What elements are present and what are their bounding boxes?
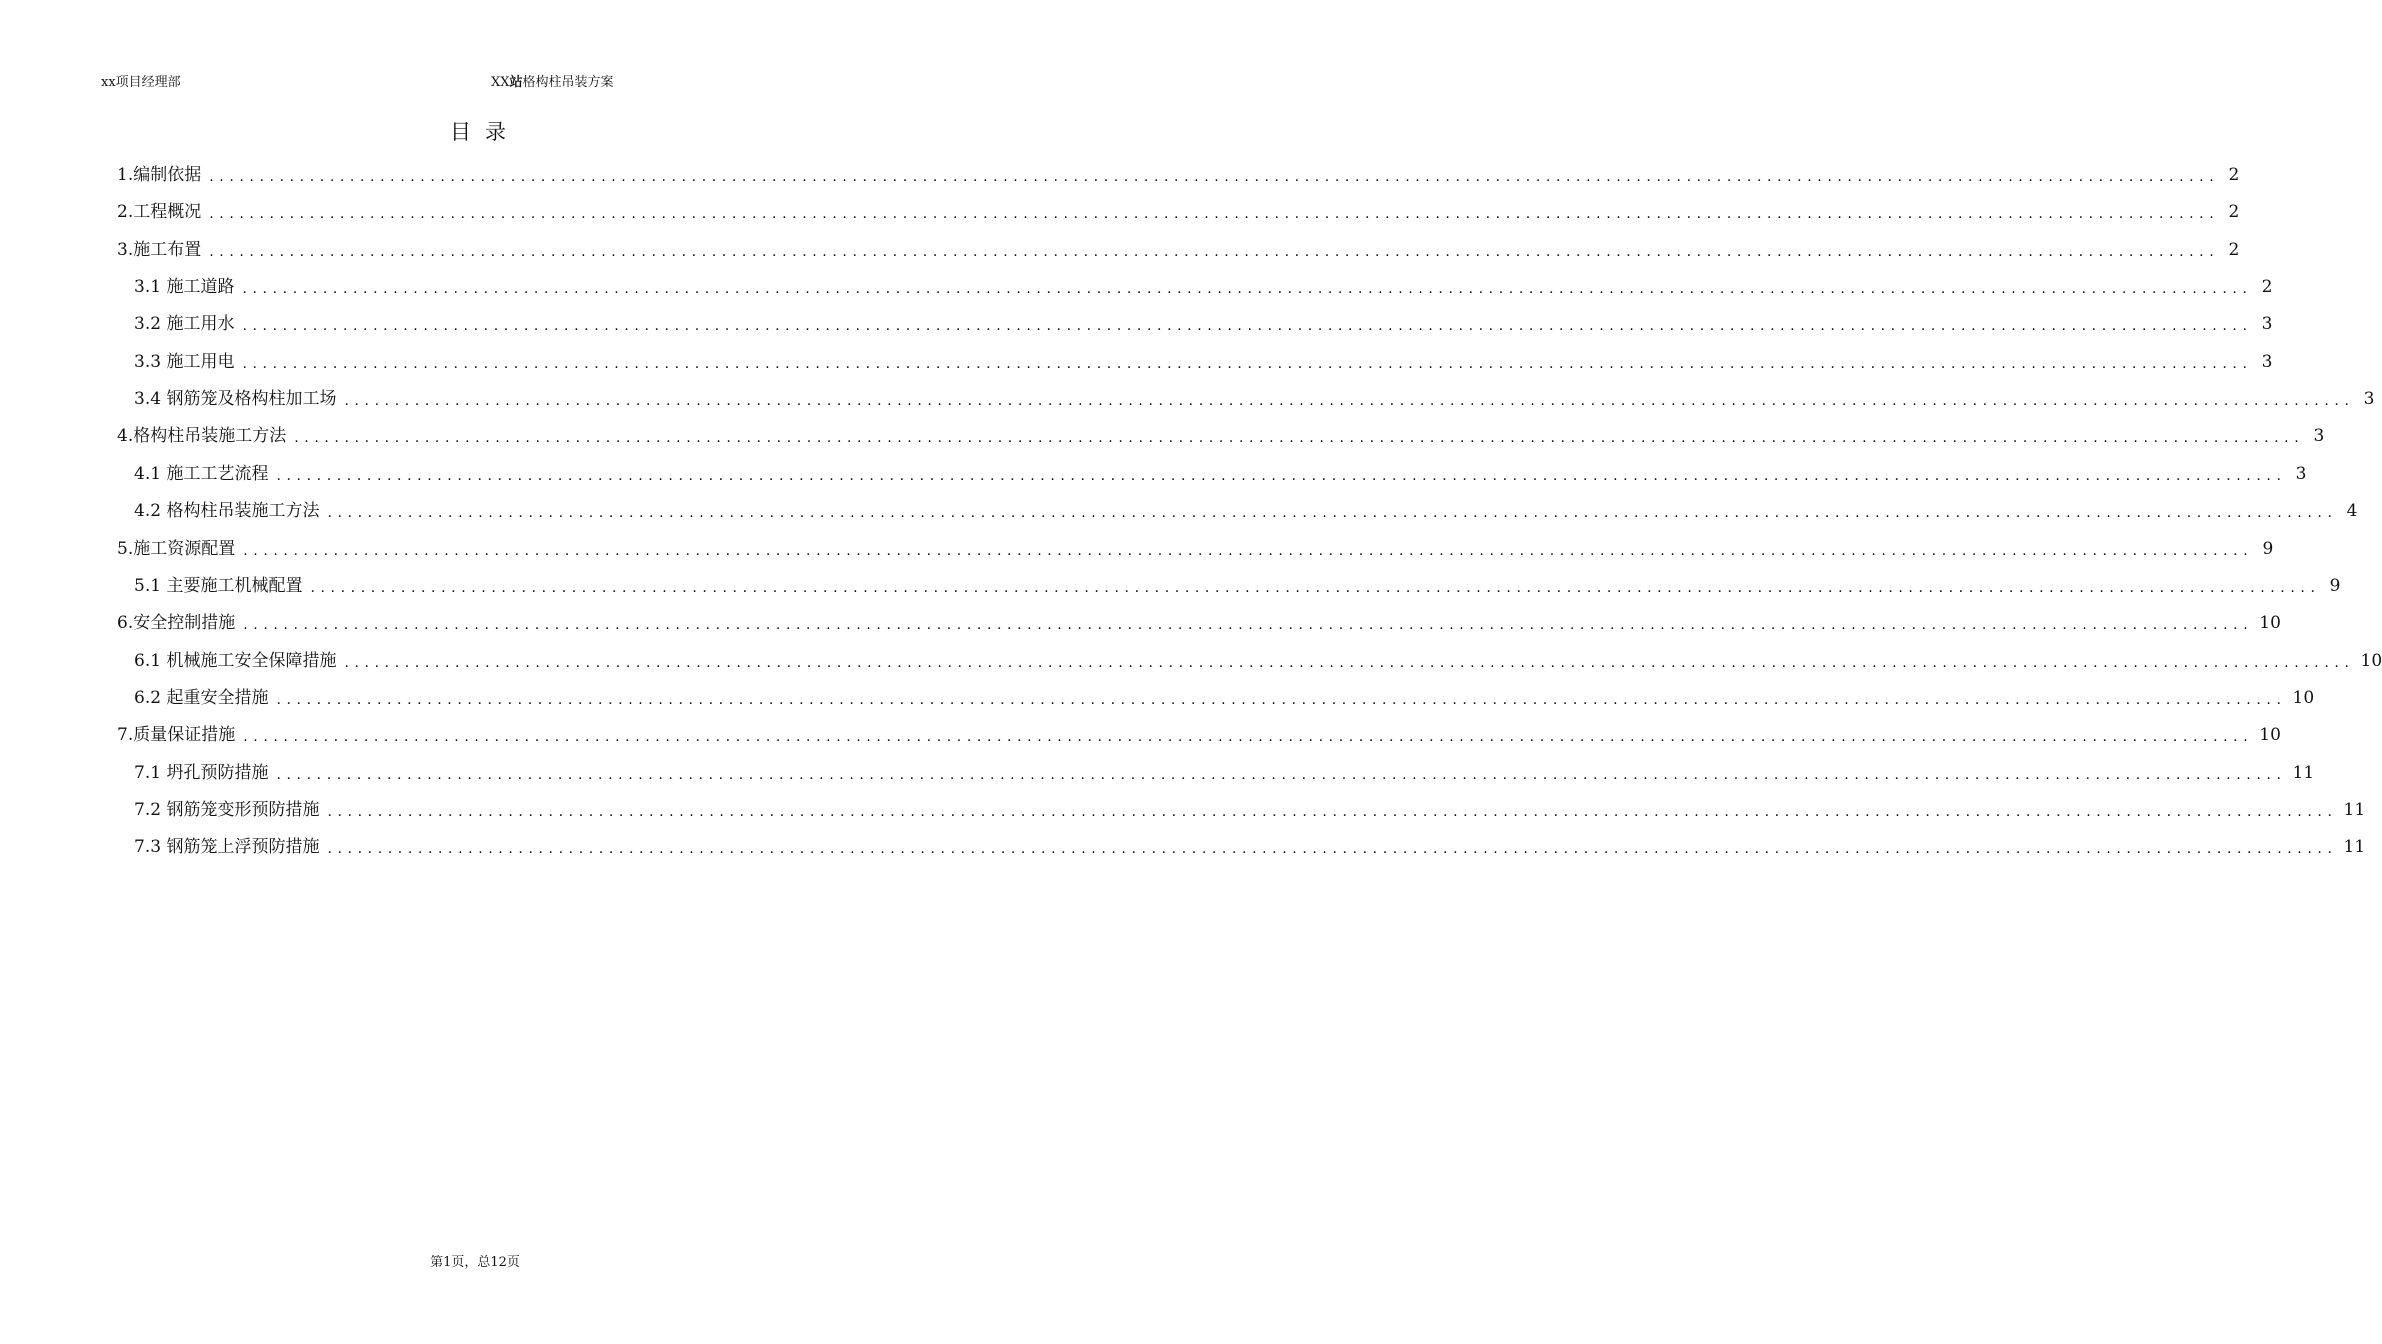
toc-entry[interactable] [134, 685, 2315, 711]
toc-entry-label: 3.1 施工道路 [134, 277, 235, 297]
toc-entry-label: 4.2 格构柱吊装施工方法 [134, 501, 320, 521]
toc-entry-label: 5.1 主要施工机械配置 [134, 576, 303, 596]
toc-entry[interactable] [134, 573, 2341, 599]
toc-leader-dots: ........................................................................................................................................................................................................ [327, 505, 2338, 521]
toc-leader-dots: ........................................................................................................................................................................................................ [209, 169, 2220, 185]
header-right [491, 71, 614, 90]
toc-entry-page: 10 [2259, 725, 2281, 745]
toc-entry-page: 3 [2261, 352, 2273, 372]
toc-entry-label: 7.质量保证措施 [117, 725, 236, 745]
toc-entry[interactable] [117, 237, 2240, 263]
toc-leader-dots: ........................................................................................................................................................................................................ [209, 206, 2220, 222]
toc-entry[interactable] [134, 311, 2273, 337]
toc-entry-page: 2 [2228, 202, 2240, 222]
toc-leader-dots: ........................................................................................................................................................................................................ [327, 804, 2338, 820]
toc-leader-dots: ........................................................................................................................................................................................................ [242, 281, 2253, 297]
toc-entry-page: 10 [2360, 651, 2382, 671]
toc-entry[interactable] [134, 648, 2382, 674]
toc-leader-dots: ........................................................................................................................................................................................................ [242, 318, 2253, 334]
toc-entry-page: 3 [2261, 314, 2273, 334]
header-right-bold: 站 [509, 75, 523, 90]
toc-entry[interactable] [134, 461, 2307, 487]
toc-entry-page: 11 [2343, 837, 2366, 857]
toc-entry-page: 2 [2228, 240, 2240, 260]
header-right-prefix: XX [491, 75, 510, 90]
toc-entry-page: 11 [2343, 800, 2366, 820]
toc-entry-page: 3 [2313, 426, 2325, 446]
page-title: 目录 [450, 120, 520, 144]
toc-entry[interactable] [134, 349, 2273, 375]
toc-entry-label: 7.3 钢筋笼上浮预防措施 [134, 837, 320, 857]
toc-entry-label: 3.4 钢筋笼及格构柱加工场 [134, 389, 337, 409]
toc-entry[interactable] [134, 274, 2273, 300]
toc-entry-page: 10 [2259, 613, 2281, 633]
toc-leader-dots: ........................................................................................................................................................................................................ [327, 841, 2338, 857]
toc-entry[interactable] [134, 760, 2315, 786]
header-left: xx项目经理部 [101, 75, 181, 90]
toc-leader-dots: ........................................................................................................................................................................................................ [276, 468, 2287, 484]
toc-entry-label: 6.1 机械施工安全保障措施 [134, 651, 337, 671]
toc-entry[interactable] [117, 536, 2274, 562]
page-footer: 第1页，总12页 [430, 1255, 520, 1270]
toc-entry-label: 1.编制依据 [117, 165, 202, 185]
toc-entry-page: 10 [2292, 688, 2315, 708]
toc-entry-page: 2 [2228, 165, 2240, 185]
toc-entry-label: 6.安全控制措施 [117, 613, 236, 633]
toc-leader-dots: ........................................................................................................................................................................................................ [242, 356, 2253, 372]
toc-entry[interactable] [117, 162, 2240, 188]
toc-leader-dots: ........................................................................................................................................................................................................ [344, 655, 2355, 671]
toc-entry[interactable] [117, 423, 2325, 449]
toc-entry-page: 9 [2262, 539, 2274, 559]
toc-entry-page: 3 [2295, 464, 2307, 484]
toc-entry-label: 5.施工资源配置 [117, 539, 236, 559]
toc-entry-page: 4 [2346, 501, 2358, 521]
header-right-suffix: 格构柱吊装方案 [522, 75, 614, 90]
toc-leader-dots: ........................................................................................................................................................................................................ [243, 729, 2254, 745]
toc-entry-label: 2.工程概况 [117, 202, 202, 222]
toc-entry[interactable] [134, 386, 2375, 412]
toc-entry-page: 11 [2292, 763, 2315, 783]
toc-entry-label: 6.2 起重安全措施 [134, 688, 269, 708]
toc-entry[interactable] [117, 610, 2281, 636]
toc-leader-dots: ........................................................................................................................................................................................................ [294, 430, 2305, 446]
toc-leader-dots: ........................................................................................................................................................................................................ [209, 244, 2220, 260]
toc-entry-label: 3.2 施工用水 [134, 314, 235, 334]
toc-leader-dots: ........................................................................................................................................................................................................ [243, 617, 2254, 633]
toc-entry-label: 3.施工布置 [117, 240, 202, 260]
toc-entry-label: 4.格构柱吊装施工方法 [117, 426, 287, 446]
toc-entry-label: 7.1 坍孔预防措施 [134, 763, 269, 783]
toc-entry[interactable] [117, 722, 2281, 748]
toc-entry-page: 3 [2363, 389, 2375, 409]
toc-leader-dots: ........................................................................................................................................................................................................ [276, 767, 2287, 783]
toc-leader-dots: ........................................................................................................................................................................................................ [276, 692, 2287, 708]
toc-entry-page: 2 [2261, 277, 2273, 297]
toc-leader-dots: ........................................................................................................................................................................................................ [310, 580, 2321, 596]
toc-leader-dots: ........................................................................................................................................................................................................ [243, 543, 2254, 559]
toc-entry-page: 9 [2329, 576, 2341, 596]
toc-entry[interactable] [134, 797, 2366, 823]
toc-entry-label: 4.1 施工工艺流程 [134, 464, 269, 484]
toc-entry-label: 3.3 施工用电 [134, 352, 235, 372]
toc-leader-dots: ........................................................................................................................................................................................................ [344, 393, 2355, 409]
toc-entry[interactable] [134, 498, 2358, 524]
toc-entry[interactable] [117, 199, 2240, 225]
toc-entry[interactable] [134, 834, 2366, 860]
toc-entry-label: 7.2 钢筋笼变形预防措施 [134, 800, 320, 820]
